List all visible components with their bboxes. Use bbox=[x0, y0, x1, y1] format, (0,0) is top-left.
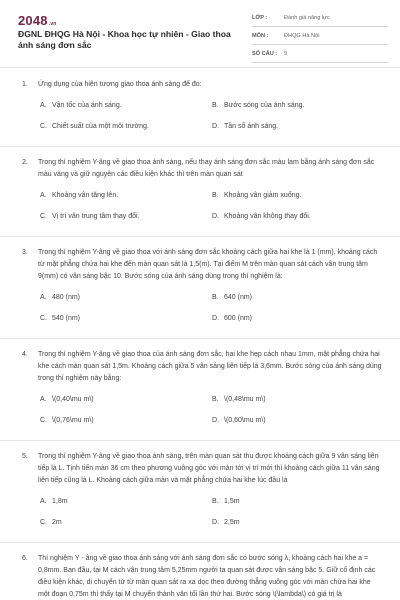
answer-row bbox=[40, 313, 382, 334]
question-4 bbox=[0, 349, 400, 441]
option-letter: C. bbox=[40, 315, 47, 322]
question-text: Ứng dụng của hiện tượng giao thoa ánh sáng để đo: bbox=[38, 81, 202, 88]
question-stem bbox=[18, 157, 382, 181]
answer-option-c[interactable] bbox=[40, 211, 140, 223]
option-letter: A. bbox=[40, 102, 47, 109]
option-letter: D. bbox=[212, 417, 219, 424]
option-letter: B. bbox=[212, 396, 219, 403]
option-text: 480 (nm) bbox=[52, 294, 81, 301]
answer-option-b[interactable] bbox=[212, 190, 301, 202]
option-text: Tần số ánh sáng. bbox=[224, 123, 279, 130]
option-letter: A. bbox=[40, 396, 47, 403]
worksheet-title: ĐGNL ĐHQG Hà Nội - Khoa học tự nhiên - Giao thoa ánh sáng đơn sắc bbox=[18, 29, 231, 50]
answer-option-c[interactable] bbox=[40, 415, 94, 427]
option-letter: B. bbox=[212, 102, 219, 109]
answer-row bbox=[40, 190, 382, 211]
meta-label: LỚP : bbox=[252, 15, 268, 21]
answer-row bbox=[40, 517, 382, 538]
question-list bbox=[0, 79, 400, 600]
question-text: Trong thí nghiệm Y-âng về giao thoa với ánh sáng đơn sắc khoảng cách giữa hai khe là 1 (mm), khoảng cách từ mặt phẳng chứa hai khe đến màn quan sát là 1,5(m). Tại điểm M trên màn quan sát cách vân trung tâm 9(mm) có vân sáng bậc 10. Bước sóng của ánh sáng dùng trong thí nghiệm là: bbox=[38, 249, 378, 280]
option-letter: C. bbox=[40, 213, 47, 220]
answer-option-b[interactable] bbox=[212, 496, 240, 508]
option-letter: C. bbox=[40, 417, 47, 424]
logo-suffix: .vn bbox=[48, 21, 57, 27]
question-5 bbox=[0, 451, 400, 543]
question-number: 2. bbox=[22, 159, 28, 166]
answer-option-c[interactable] bbox=[40, 121, 149, 133]
answer-option-a[interactable] bbox=[40, 292, 80, 304]
question-number: 3. bbox=[22, 249, 28, 256]
option-text: Vị trí vân trung tâm thay đổi. bbox=[52, 213, 140, 220]
option-text: 2,5m bbox=[224, 519, 240, 526]
answer-option-c[interactable] bbox=[40, 517, 62, 529]
option-text: 640 (nm) bbox=[224, 294, 253, 301]
meta-row-subject bbox=[252, 30, 388, 45]
option-letter: B. bbox=[212, 498, 219, 505]
question-text: Trong thí nghiệm Y-âng về giao thoa của ánh sáng đơn sắc, hai khe hẹp cách nhau 1mm, mặt phẳng chứa hai khe cách màn quan sát 1,5m. Khoảng cách giữa 5 vân sáng liên tiếp là 3,6mm. Bước sóng của ánh sáng dùng trong thí nghiệm này bằng: bbox=[38, 351, 382, 382]
question-text: Trong thí nghiệm Y-âng về giao thoa ánh sáng, trên màn quan sát thu được khoảng cách giữa 9 vân sáng liên tiếp là L. Tịnh tiến màn 36 cm theo phương vuông góc với màn tới vị trí mới thì khoảng cách giữa 11 vân sáng liên tiếp cũng là L. Khoảng cách giữa màn và mặt phẳng chứa hai khe lúc đầu là bbox=[38, 453, 380, 484]
meta-row-class bbox=[252, 12, 388, 27]
question-stem bbox=[18, 247, 382, 283]
question-stem bbox=[18, 451, 382, 487]
answer-option-d[interactable] bbox=[212, 211, 311, 223]
answer-row bbox=[40, 394, 382, 415]
question-2 bbox=[0, 157, 400, 237]
answer-options bbox=[18, 292, 382, 334]
logo-text: 2048 bbox=[18, 13, 48, 28]
option-text: \(0,40\mu m\) bbox=[52, 396, 94, 403]
option-letter: A. bbox=[40, 294, 47, 301]
question-number: 5. bbox=[22, 453, 28, 460]
question-text: Thí nghiệm Y - âng về giao thoa ánh sáng với ánh sáng đơn sắc có bước sóng λ, khoảng cách hai khe a = 0,8mm. Ban đầu, tại M cách vân trung tâm 5,25mm người ta quan sát được vân sáng bậc 5. Giữ cố định các điều kiện khác, di chuyển từ từ màn quan sát ra xa dọc theo đường thẳng vuông góc với màn chứa hai khe một đoạn 0,75m thì thấy tại M chuyển thành vân tối lần thứ hai. Bước sóng \(\lambda\) có giá trị là bbox=[38, 555, 376, 598]
answer-option-c[interactable] bbox=[40, 313, 80, 325]
option-letter: B. bbox=[212, 192, 219, 199]
option-letter: A. bbox=[40, 192, 47, 199]
option-text: 2m bbox=[52, 519, 62, 526]
question-number: 4. bbox=[22, 351, 28, 358]
meta-value: Đánh giá năng lực bbox=[284, 15, 330, 21]
worksheet-header bbox=[0, 0, 400, 62]
option-text: Bước sóng của ánh sáng. bbox=[224, 102, 305, 109]
answer-option-b[interactable] bbox=[212, 292, 252, 304]
answer-option-a[interactable] bbox=[40, 496, 68, 508]
option-text: 1,8m bbox=[52, 498, 68, 505]
option-text: Khoảng vân giảm xuống. bbox=[224, 192, 302, 199]
question-text: Trong thí nghiệm Y-âng về giao thoa ánh sáng, nếu thay ánh sáng đơn sắc màu lam bằng ánh sáng đơn sắc màu vàng và giữ nguyên các điều kiện khác thì trên màn quan sát bbox=[38, 159, 375, 178]
option-text: Khoảng vân không thay đổi. bbox=[224, 213, 311, 220]
question-6 bbox=[0, 553, 400, 600]
meta-label: SỐ CÂU : bbox=[252, 51, 278, 57]
answer-row bbox=[40, 211, 382, 232]
question-number: 1. bbox=[22, 81, 28, 88]
option-letter: B. bbox=[212, 294, 219, 301]
option-text: \(0,48\mu m\) bbox=[224, 396, 266, 403]
answer-options bbox=[18, 496, 382, 538]
header-divider bbox=[0, 67, 400, 68]
answer-row bbox=[40, 121, 382, 142]
option-letter: D. bbox=[212, 315, 219, 322]
question-number: 6. bbox=[22, 555, 28, 562]
option-letter: D. bbox=[212, 123, 219, 130]
option-letter: C. bbox=[40, 519, 47, 526]
question-1 bbox=[0, 79, 400, 147]
answer-option-d[interactable] bbox=[212, 415, 266, 427]
question-3 bbox=[0, 247, 400, 339]
answer-row bbox=[40, 496, 382, 517]
option-letter: D. bbox=[212, 519, 219, 526]
answer-option-b[interactable] bbox=[212, 100, 305, 112]
question-stem bbox=[18, 349, 382, 385]
answer-option-a[interactable] bbox=[40, 100, 122, 112]
question-stem bbox=[18, 553, 382, 600]
answer-options bbox=[18, 100, 382, 142]
answer-options bbox=[18, 190, 382, 232]
meta-value: 9 bbox=[284, 51, 288, 57]
option-text: Khoảng vân tăng lên. bbox=[52, 192, 119, 199]
option-text: 1,5m bbox=[224, 498, 240, 505]
meta-label: MÔN : bbox=[252, 33, 269, 39]
option-text: \(0,60\mu m\) bbox=[224, 417, 266, 424]
answer-row bbox=[40, 415, 382, 436]
meta-row-count bbox=[252, 48, 388, 63]
option-text: 600 (nm) bbox=[224, 315, 253, 322]
option-letter: A. bbox=[40, 498, 47, 505]
meta-value: ĐHQG Hà Nội bbox=[284, 33, 320, 39]
option-text: \(0,76\mu m\) bbox=[52, 417, 94, 424]
answer-row bbox=[40, 100, 382, 121]
answer-row bbox=[40, 292, 382, 313]
option-letter: D. bbox=[212, 213, 219, 220]
option-text: 540 (nm) bbox=[52, 315, 81, 322]
site-logo[interactable] bbox=[18, 13, 57, 28]
answer-option-a[interactable] bbox=[40, 190, 118, 202]
answer-options bbox=[18, 394, 382, 436]
option-text: Chiết suất của một môi trường. bbox=[52, 123, 149, 130]
option-letter: C. bbox=[40, 123, 47, 130]
worksheet-meta bbox=[252, 12, 388, 66]
answer-option-d[interactable] bbox=[212, 313, 252, 325]
answer-option-a[interactable] bbox=[40, 394, 94, 406]
answer-option-d[interactable] bbox=[212, 517, 240, 529]
question-stem bbox=[18, 79, 382, 91]
answer-option-d[interactable] bbox=[212, 121, 278, 133]
answer-option-b[interactable] bbox=[212, 394, 266, 406]
option-text: Vận tốc của ánh sáng. bbox=[52, 102, 122, 109]
